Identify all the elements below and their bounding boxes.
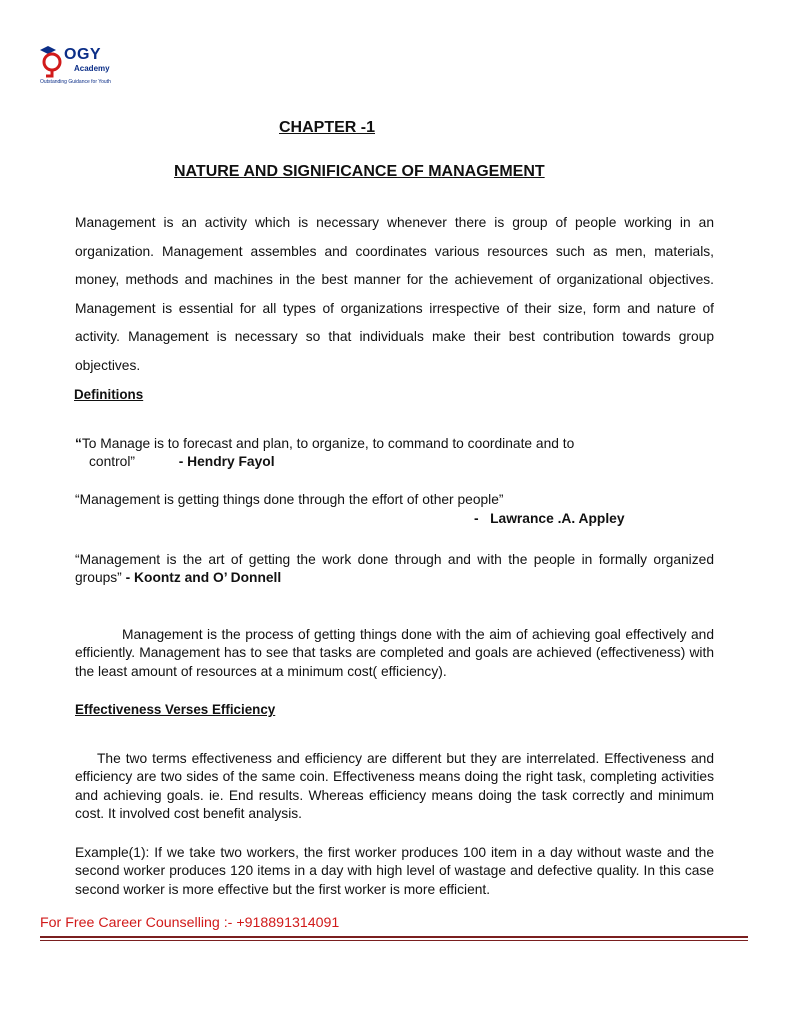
definition-3-quote: “Management is the art of getting the work done through and with the people in formally organized groups” <box>75 552 714 586</box>
example-paragraph: Example(1): If we take two workers, the first worker produces 100 item in a day without waste and the second worker produces 120 items in a day with high level of wastage and defective quality. In this case second worker is more effective but the first worker is more efficient. <box>75 845 714 897</box>
footer-contact: For Free Career Counselling :- +918891314091 <box>40 915 340 931</box>
definition-1-author: - Hendry Fayol <box>178 454 275 469</box>
definition-3 <box>75 551 714 588</box>
definition-3-author: - Koontz and O’ Donnell <box>125 570 282 586</box>
definition-2-author: - Lawrance .A. Appley <box>474 511 625 526</box>
logo-sub: Academy <box>74 64 110 73</box>
definitions-heading: Definitions <box>74 387 144 402</box>
effectiveness-efficiency-heading: Effectiveness Verses Efficiency <box>75 702 276 717</box>
footer-rule-thin <box>40 940 748 941</box>
definition-2-quote: “Management is getting things done through the effort of other people” <box>75 492 504 507</box>
logo-tagline: Outstanding Guidance for Youth <box>40 79 111 85</box>
intro-paragraph: Management is an activity which is necessary whenever there is group of people working in an organization. Management assembles and coordinates various resources such as men, materials, money, methods and machines in the best manner for the achievement of organizational objectives. Management is essential for all types of organizations irrespective of their size, form and nature of activity. Management is necessary so that individuals make their best contribution towards group objectives. <box>75 215 714 373</box>
logo-name: OGY <box>64 46 102 63</box>
footer-rule <box>40 936 748 938</box>
chapter-heading: CHAPTER -1 <box>279 119 376 136</box>
chapter-title: NATURE AND SIGNIFICANCE OF MANAGEMENT <box>174 163 545 180</box>
logo-ring-icon <box>44 54 60 70</box>
summary-paragraph: Management is the process of getting things done with the aim of achieving goal effectively and efficiently. Management has to see that tasks are completed and goals are achieved (effectiveness) with the least amount of resources at a minimum cost( efficiency). <box>75 627 714 679</box>
definition-1-line2: control” <box>89 454 136 469</box>
effectiveness-paragraph: The two terms effectiveness and efficiency are different but they are interrelated. Effectiveness and efficiency are two sides of the same coin. Effectiveness means doing the right task, completing activities and achieving goals. ie. End results. Whereas efficiency means doing the task correctly and minimum cost. It involved cost benefit analysis. <box>75 751 714 822</box>
definition-1: “To Manage is to forecast and plan, to organize, to command to coordinate and to control” - Hendry Fayol <box>75 436 575 469</box>
definition-1-line1: To Manage is to forecast and plan, to organize, to command to coordinate and to <box>81 436 575 451</box>
